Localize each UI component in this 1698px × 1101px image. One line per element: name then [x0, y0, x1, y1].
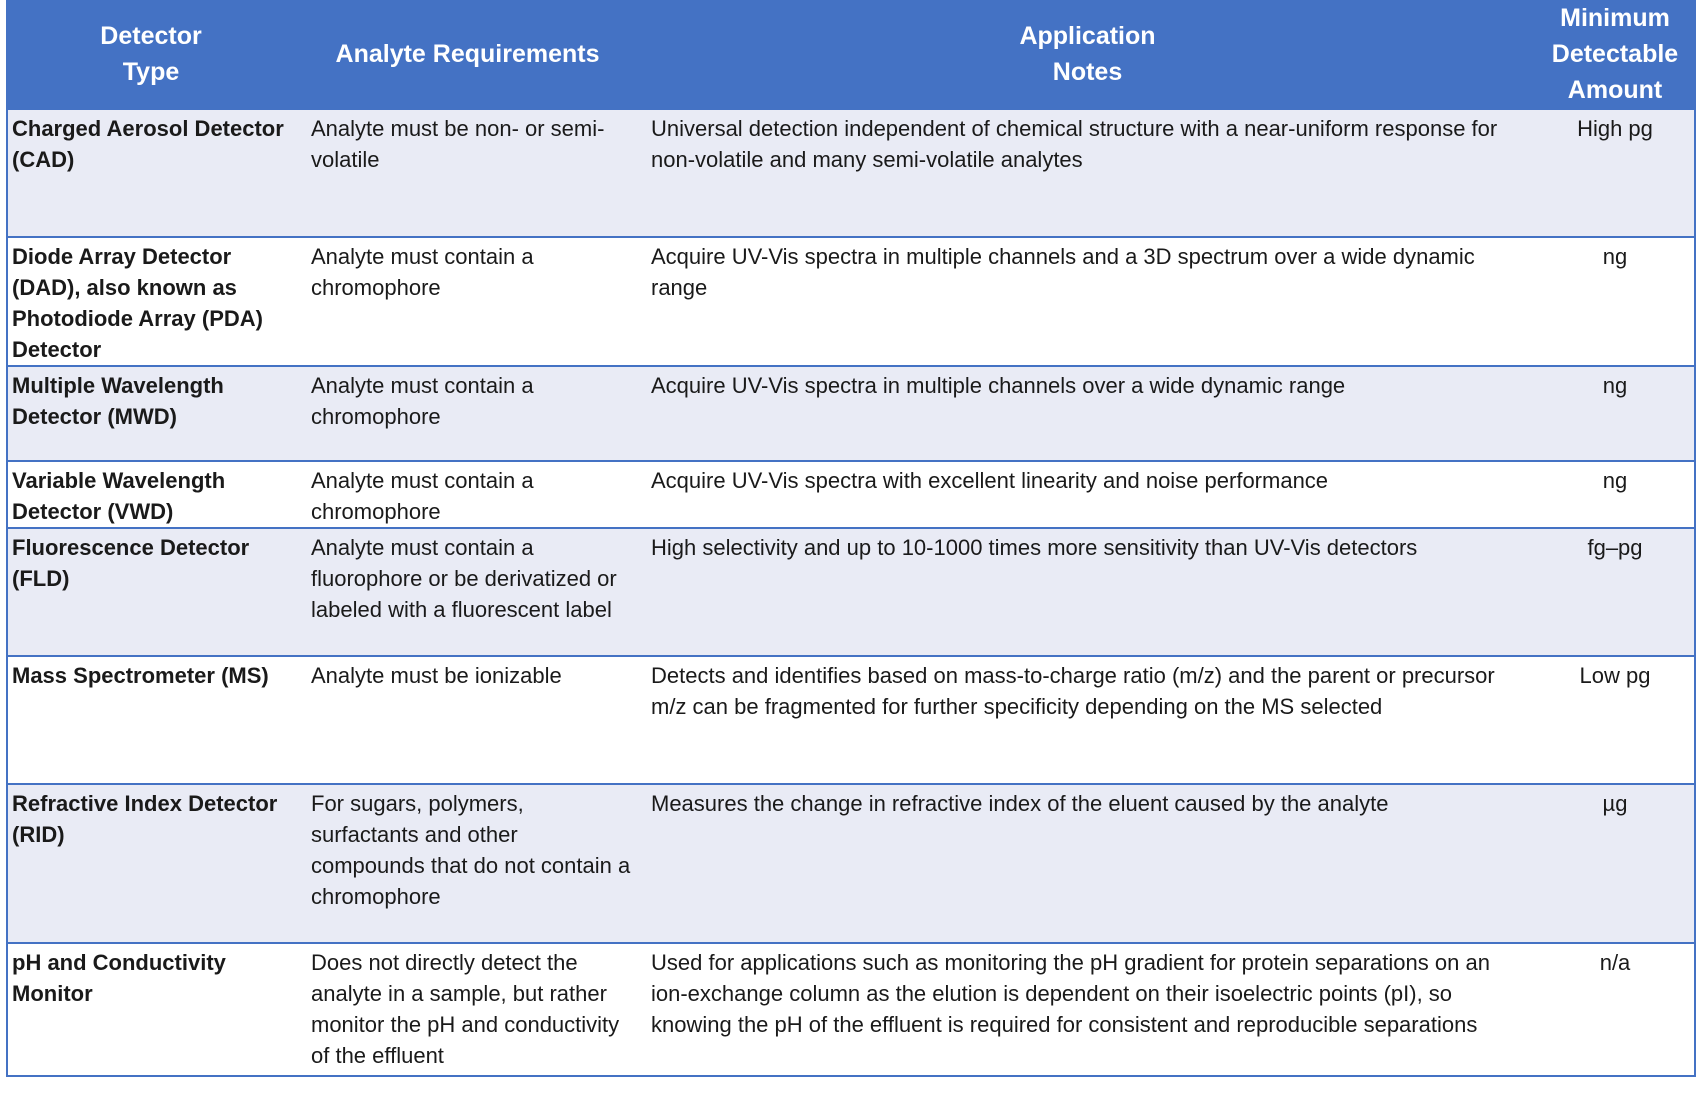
application-notes: Universal detection independent of chemical structure with a near-uniform response for non-volatile and many semi-volatile analytes: [639, 109, 1536, 237]
analyte-requirements: Does not directly detect the analyte in a sample, but rather monitor the pH and conductivity of the effluent: [296, 943, 639, 1101]
minimum-detectable-amount: ng: [1536, 237, 1694, 366]
minimum-detectable-amount: fg–pg: [1536, 528, 1694, 656]
application-notes: Acquire UV-Vis spectra in multiple channels over a wide dynamic range: [639, 366, 1536, 461]
table-row: [6, 237, 1694, 366]
table-row: [6, 109, 1694, 237]
analyte-requirements: For sugars, polymers, surfactants and other compounds that do not contain a chromophore: [296, 784, 639, 943]
minimum-detectable-amount: Low pg: [1536, 656, 1694, 784]
header-minimum-detectable-amount: Minimum Detectable Amount: [1536, 0, 1694, 109]
application-notes: Used for applications such as monitoring the pH gradient for protein separations on an ion-exchange column as the elution is dependent on their isoelectric points (pI), so knowing the pH of the effluent is required for consistent and reproducible separations: [639, 943, 1536, 1101]
detector-name: Diode Array Detector (DAD), also known as Photodiode Array (PDA) Detector: [6, 237, 296, 366]
table-row: [6, 784, 1694, 943]
minimum-detectable-amount: ng: [1536, 366, 1694, 461]
detector-name: Variable Wavelength Detector (VWD): [6, 461, 296, 528]
analyte-requirements: Analyte must contain a fluorophore or be derivatized or labeled with a fluorescent label: [296, 528, 639, 656]
table-row: [6, 461, 1694, 528]
detector-comparison-table-container: [6, 0, 1694, 1101]
detector-name: Fluorescence Detector (FLD): [6, 528, 296, 656]
application-notes: Measures the change in refractive index of the eluent caused by the analyte: [639, 784, 1536, 943]
header-analyte-requirements: Analyte Requirements: [296, 0, 639, 109]
minimum-detectable-amount: µg: [1536, 784, 1694, 943]
detector-name: Mass Spectrometer (MS): [6, 656, 296, 784]
application-notes: High selectivity and up to 10-1000 times more sensitivity than UV-Vis detectors: [639, 528, 1536, 656]
minimum-detectable-amount: n/a: [1536, 943, 1694, 1101]
application-notes: Acquire UV-Vis spectra in multiple channels and a 3D spectrum over a wide dynamic range: [639, 237, 1536, 366]
minimum-detectable-amount: High pg: [1536, 109, 1694, 237]
detector-name: pH and Conductivity Monitor: [6, 943, 296, 1101]
analyte-requirements: Analyte must contain a chromophore: [296, 237, 639, 366]
table-header: [6, 0, 1694, 109]
analyte-requirements: Analyte must contain a chromophore: [296, 366, 639, 461]
header-row: [6, 0, 1694, 109]
header-detector-type: Detector Type: [6, 0, 296, 109]
application-notes: Acquire UV-Vis spectra with excellent linearity and noise performance: [639, 461, 1536, 528]
analyte-requirements: Analyte must contain a chromophore: [296, 461, 639, 528]
header-application-notes: Application Notes: [639, 0, 1536, 109]
minimum-detectable-amount: ng: [1536, 461, 1694, 528]
table-row: [6, 656, 1694, 784]
application-notes: Detects and identifies based on mass-to-charge ratio (m/z) and the parent or precursor m/z can be fragmented for further specificity depending on the MS selected: [639, 656, 1536, 784]
analyte-requirements: Analyte must be ionizable: [296, 656, 639, 784]
detector-name: Charged Aerosol Detector (CAD): [6, 109, 296, 237]
table-row: [6, 943, 1694, 1101]
table-body: [6, 109, 1694, 1101]
table-row: [6, 366, 1694, 461]
table-row: [6, 528, 1694, 656]
detector-comparison-table: [6, 0, 1694, 1101]
analyte-requirements: Analyte must be non- or semi-volatile: [296, 109, 639, 237]
detector-name: Refractive Index Detector (RID): [6, 784, 296, 943]
detector-name: Multiple Wavelength Detector (MWD): [6, 366, 296, 461]
